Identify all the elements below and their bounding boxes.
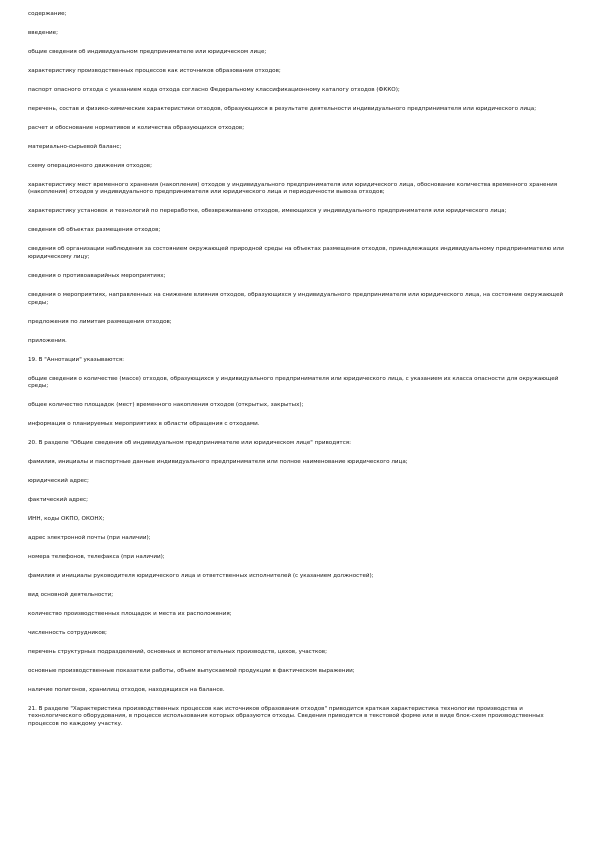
paragraph: фактический адрес; (28, 497, 88, 503)
paragraph: количество производственных площадок и места их расположения; (28, 610, 232, 617)
paragraph: ИНН, коды ОКПО, ОКОНХ; (28, 515, 105, 522)
paragraph: характеристику производственных процессов как источников образования отходов; (28, 67, 281, 74)
paragraph: фамилия, инициалы и паспортные данные индивидуального предпринимателя или полное наименование юридического лица; (28, 459, 408, 466)
paragraph: перечень структурных подразделений, основных и вспомогательных производств, цехов, участков; (28, 648, 327, 655)
paragraph: общие сведения о количестве (массе) отходов, образующихся у индивидуального предпринимателя или юридического лица, с указанием их класса опасности для окружающей среды; (28, 375, 559, 390)
paragraph: сведения об объектах размещения отходов; (28, 227, 161, 234)
paragraph: информация о планируемых мероприятиях в области обращения с отходами. (28, 421, 260, 428)
paragraph: общее количество площадок (мест) временного накопления отходов (открытых, закрытых); (28, 402, 304, 409)
paragraph: предложения по лимитам размещения отходов; (28, 318, 172, 325)
paragraph: основные производственные показатели работы, объем выпускаемой продукции в фактическом выражении; (28, 667, 355, 674)
paragraph: перечень, состав и физико-химические характеристики отходов, образующихся в результате деятельности индивидуального предпринимателя или юридического лица; (28, 105, 537, 112)
paragraph: сведения об организации наблюдения за состоянием окружающей природной среды на объектах размещения отходов, принадлежащих индивидуальному предпринимателю или юридическому лицу; (28, 246, 564, 260)
paragraph: схему операционного движения отходов; (28, 162, 152, 169)
paragraph: введение; (28, 29, 58, 36)
section-heading: 21. В разделе "Характеристика производственных процессов как источников образования отходов" приводится краткая характеристика технологии производства и технологического оборудования, в процессе использования которых образуются отходы. Сведения приводятся в текстовой форме или в виде блок-схем производственных процессов по каждому участку. (28, 705, 544, 728)
paragraph: численность сотрудников; (28, 629, 107, 636)
paragraph: характеристику установок и технологий по переработке, обезвреживанию отходов, имеющихся у индивидуального предпринимателя или юридического лица; (28, 208, 507, 215)
paragraph: наличие полигонов, хранилищ отходов, находящихся на балансе. (28, 686, 225, 693)
paragraph: материально-сырьевой баланс; (28, 143, 122, 150)
paragraph: паспорт опасного отхода с указанием кода отхода согласно Федеральному классификационному каталогу отходов (ФККО); (28, 86, 400, 93)
paragraph: адрес электронной почты (при наличии); (28, 534, 151, 541)
paragraph: юридический адрес; (28, 478, 89, 485)
section-heading: 19. В "Аннотации" указываются: (28, 356, 125, 363)
paragraph: содержание; (28, 11, 67, 17)
paragraph: характеристику мест временного хранения (накопления) отходов у индивидуального предпринимателя или юридического лица, обоснование количества временного хранения (накопления) отходов у индивидуального предпринимателя или юридического лица и периодичности вывоза отходов; (28, 181, 558, 196)
paragraph: фамилия и инициалы руководителя юридического лица и ответственных исполнителей (с указанием должностей); (28, 572, 374, 579)
paragraph: приложения. (28, 337, 67, 344)
paragraph: сведения о мероприятиях, направленных на снижение влияния отходов, образующихся у индивидуального предпринимателя или юридического лица, на состояние окружающей среды; (28, 291, 564, 306)
section-heading: 20. В разделе "Общие сведения об индивидуальном предпринимателе или юридическом лице" приводятся: (28, 440, 352, 447)
paragraph: расчет и обоснование нормативов и количества образующихся отходов; (28, 124, 245, 131)
paragraph: вид основной деятельности; (28, 591, 114, 598)
paragraph: номера телефонов, телефакса (при наличии); (28, 553, 165, 560)
paragraph: общие сведения об индивидуальном предпринимателе или юридическом лице; (28, 48, 267, 55)
paragraph: сведения о противоаварийных мероприятиях; (28, 272, 166, 279)
